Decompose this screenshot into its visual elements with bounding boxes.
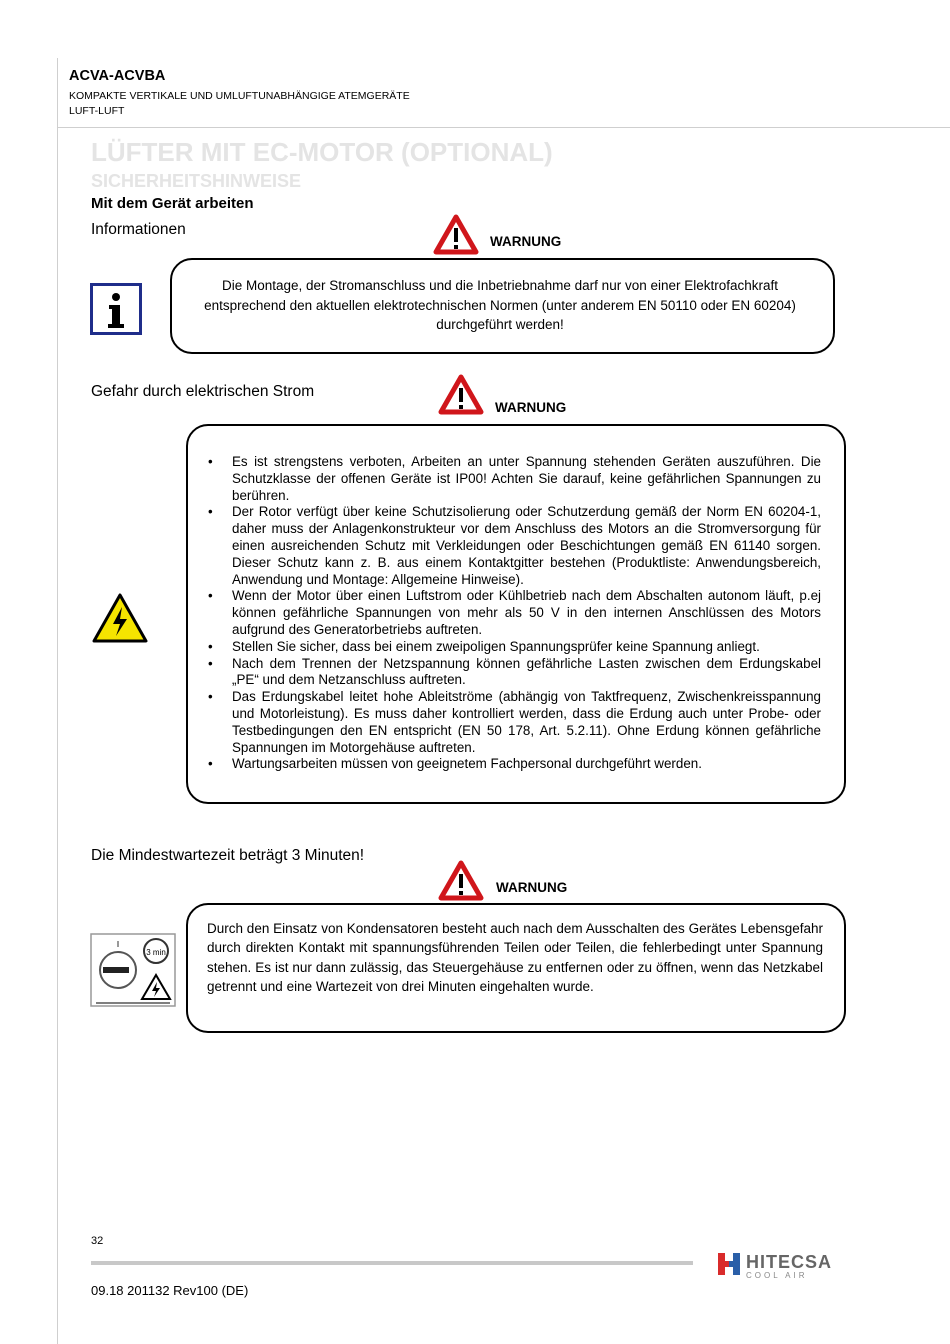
- warning-text-informationen: Die Montage, der Stromanschluss und die Inbetriebnahme darf nur von einer Elektrofachkraft entsprechend den aktuellen elektrotechnischen Normen (unter anderem EN 50110 oder EN 60204) durchgeführt werden!: [204, 278, 796, 332]
- page-margin-line: [57, 58, 58, 1344]
- page-number: 32: [91, 1235, 104, 1247]
- warning-label: WARNUNG: [496, 880, 568, 895]
- header-divider: [57, 127, 950, 128]
- header-model: ACVA-ACVBA: [69, 68, 166, 84]
- wait-time-icon: [90, 933, 176, 1007]
- page-title: LÜFTER MIT EC-MOTOR (OPTIONAL): [91, 137, 553, 167]
- header-subtitle: [69, 89, 410, 119]
- page-subtitle: SICHERHEITSHINWEISE: [91, 171, 302, 191]
- footer-divider: [91, 1261, 693, 1265]
- section-heading-strom: Gefahr durch elektrischen Strom: [91, 383, 315, 400]
- list-item: • Stellen Sie sicher, dass bei einem zweipoligen Spannungsprüfer keine Spannung anliegt.: [206, 639, 821, 656]
- section-heading-wartezeit: Die Mindestwartezeit beträgt 3 Minuten!: [91, 847, 365, 864]
- info-icon: [90, 283, 142, 335]
- list-item: • Das Erdungskabel leitet hohe Ableitströme (abhängig von Taktfrequenz, Zwischenkreisspannung und Motorleistung). Es muss daher kontrolliert werden, dass die Erdung auch unter Probe- oder Testbedingungen den EN entspricht (EN 50 178, Art. 5.2.11). Ohne Erdung können gefährliche Spannungen im Motorgehäuse auftreten.: [206, 689, 821, 756]
- list-item: • Wenn der Motor über einen Luftstrom oder Kühlbetrieb nach dem Abschalten autonom läuft, p.ej können gefährliche Spannungen von mehr als 50 V in den internen Anschlüssen des Motors aufgrund des Generatorbetriebs auftreten.: [206, 588, 821, 638]
- header-line-2: LUFT-LUFT: [69, 105, 125, 117]
- warning-triangle-icon: [438, 374, 484, 415]
- document-code: 09.18 201132 Rev100 (DE): [91, 1283, 249, 1298]
- logo-tagline: COOL AIR: [746, 1271, 808, 1280]
- list-item: • Der Rotor verfügt über keine Schutzisolierung oder Schutzerdung gemäß der Norm EN 60204-1, daher muss der Anlagenkonstrukteur vor dem Anschluss des Motors an die Stromversorgung für einen ausreichenden Schutz mit Verkleidungen oder Beschichtungen gemäß EN 61140 sorgen. Dieser Schutz kann z. B. aus einem Kontaktgitter bestehen (Produktliste: Anwendungsbereich, Anwendung und Montage: Allgemeine Hinweise).: [206, 504, 821, 588]
- hitecsa-logo-icon: [716, 1250, 742, 1278]
- header-line-1: KOMPAKTE VERTIKALE UND UMLUFTUNABHÄNGIGE ATEMGERÄTE: [69, 90, 410, 102]
- warning-triangle-icon: [433, 214, 479, 255]
- warning-triangle-icon: [438, 860, 484, 901]
- warning-bullet-list: [206, 454, 821, 773]
- list-item: • Nach dem Trennen der Netzspannung können gefährliche Lasten zwischen dem Erdungskabel „PE“ und dem Netzanschluss auftreten.: [206, 656, 821, 690]
- svg-text:3 min: 3 min: [146, 948, 166, 957]
- intro-heading: Mit dem Gerät arbeiten: [91, 195, 254, 212]
- high-voltage-icon: [91, 592, 149, 644]
- list-item: • Es ist strengstens verboten, Arbeiten an unter Spannung stehenden Geräten auszuführen. Die Schutzklasse der offenen Geräte ist IP00! Achten Sie darauf, keine gefährlichen Spannungen zu berühren.: [206, 454, 821, 504]
- logo-name: HITECSA: [746, 1252, 833, 1272]
- warning-label: WARNUNG: [490, 234, 562, 249]
- warning-label: WARNUNG: [495, 400, 567, 415]
- section-heading-informationen: Informationen: [91, 221, 186, 238]
- list-item: • Wartungsarbeiten müssen von geeignetem Fachpersonal durchgeführt werden.: [206, 756, 821, 773]
- warning-text-wartezeit: Durch den Einsatz von Kondensatoren besteht auch nach dem Ausschalten des Gerätes Lebensgefahr durch direkten Kontakt mit spannungsführenden Teilen oder Teilen, die fehlerbedingt unter Spannung stehen. Es ist nur dann zulässig, das Steuergehäuse zu entfernen oder zu öffnen, wenn das Netzkabel getrennt und eine Wartezeit von drei Minuten eingehalten wurde.: [207, 921, 823, 994]
